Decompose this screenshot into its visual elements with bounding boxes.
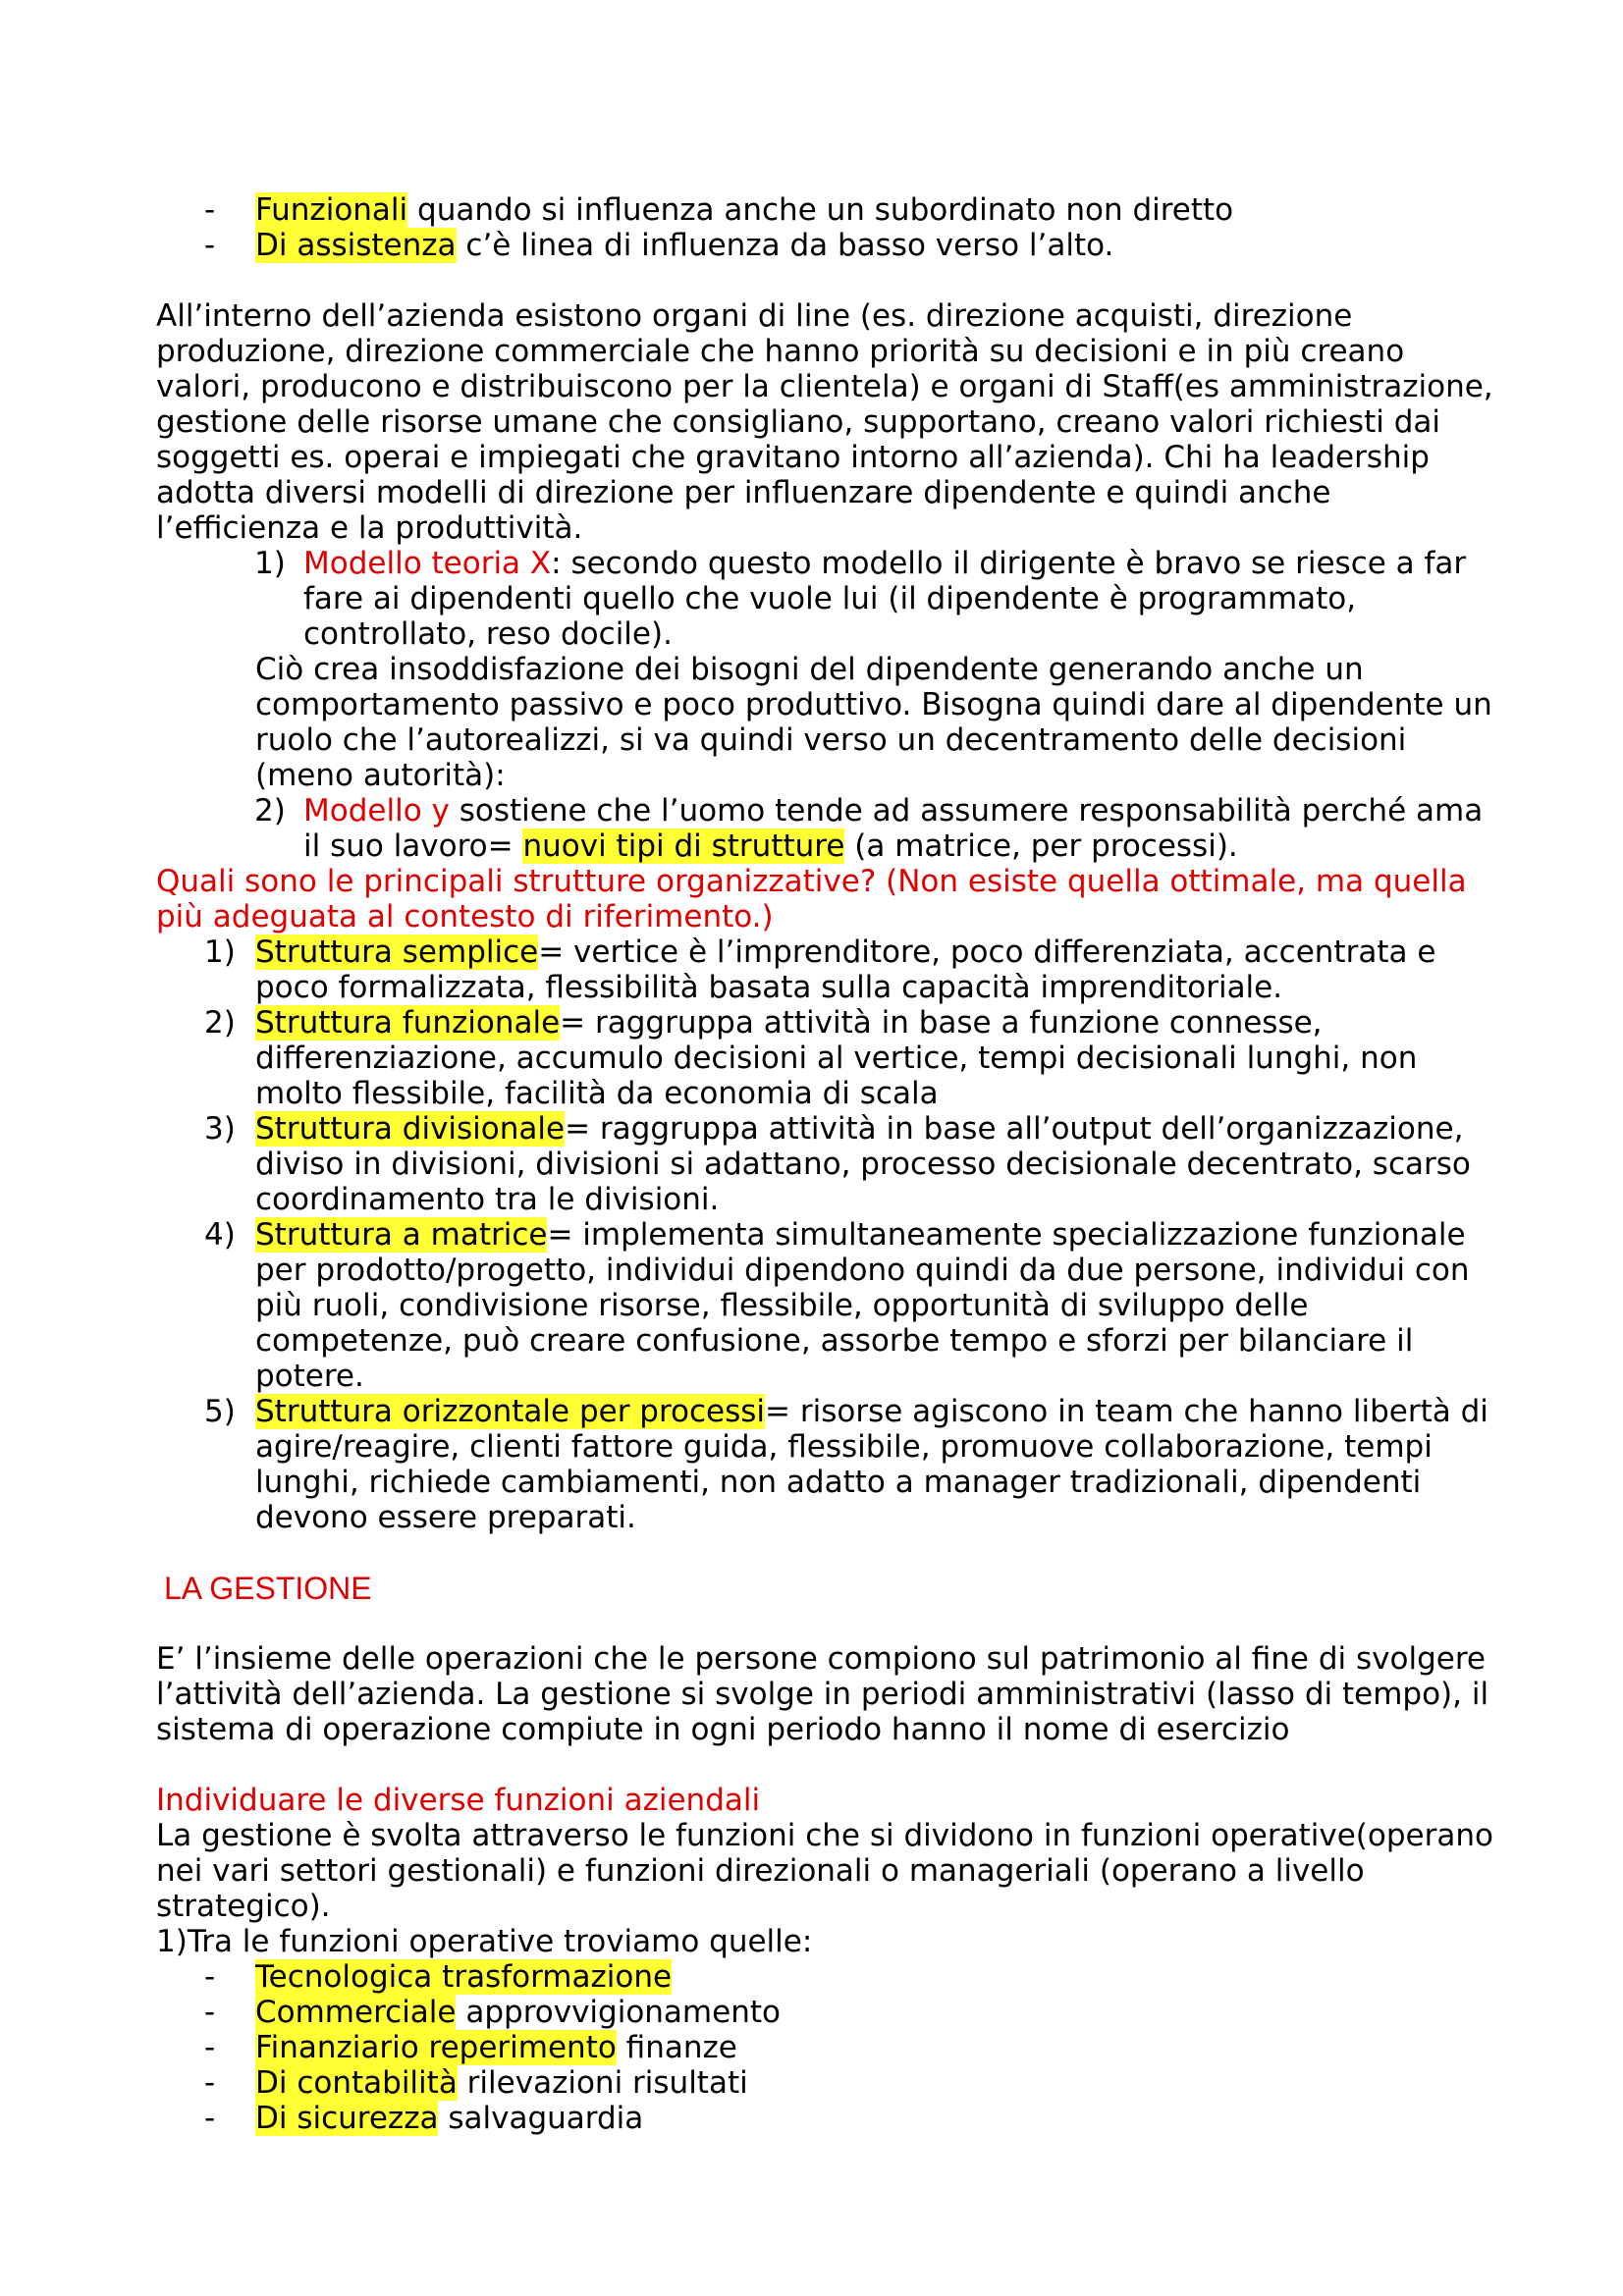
list-text: finanze — [616, 2030, 737, 2065]
model-title: Modello teoria X — [303, 546, 552, 581]
highlighted-term: Struttura orizzontale per processi — [255, 1394, 766, 1429]
funzioni-intro: 1)Tra le funzioni operative troviamo quelle: — [156, 1924, 813, 1959]
list-item — [204, 2065, 1623, 2101]
list-item — [204, 1959, 1623, 1995]
list-marker: 1) — [254, 546, 286, 581]
model-text: : secondo questo modello il dirigente è bravo se riesce a far fare ai dipendenti quello che vuole lui (il dipendente è programmato, controllato, reso docile). — [303, 546, 1467, 652]
list-marker: - — [204, 1959, 216, 1995]
structures-list — [0, 934, 1623, 1535]
highlighted-term: Di sicurezza — [255, 2101, 439, 2136]
list-text: approvvigionamento — [456, 1995, 781, 2030]
highlighted-term: Struttura a matrice — [255, 1217, 548, 1253]
list-item — [204, 1217, 1495, 1394]
funzioni-list — [0, 1959, 1623, 2136]
list-marker: - — [204, 2065, 216, 2101]
model-text: (a matrice, per processi). — [844, 828, 1238, 864]
highlighted-term: nuovi tipi di strutture — [522, 828, 845, 864]
list-marker: - — [204, 228, 216, 263]
list-item — [204, 1005, 1495, 1111]
list-text: = risorse agiscono in team che hanno libertà di agire/reagire, clienti fattore guida, flessibile, promuove collaborazione, tempi lunghi, richiede cambiamenti, non adatto a manager tradizionali, dipendenti devono essere preparati. — [255, 1394, 1488, 1535]
list-marker: 3) — [204, 1111, 236, 1147]
model-item — [254, 793, 1495, 864]
top-list — [0, 192, 1623, 263]
list-item — [204, 1111, 1495, 1217]
list-item — [204, 228, 1623, 263]
question-heading: Quali sono le principali strutture organizzative? (Non esiste quella ottimale, ma quella più adeguata al contesto di riferimento.) — [156, 864, 1467, 934]
list-marker: - — [204, 192, 216, 228]
highlighted-term: Commerciale — [255, 1995, 457, 2030]
highlighted-term: Di assistenza — [255, 228, 457, 263]
list-item — [204, 192, 1623, 228]
model-text: sostiene che l’uomo tende ad assumere responsabilità perché ama il suo lavoro= — [303, 793, 1484, 864]
highlighted-term: Struttura semplice — [255, 934, 539, 970]
list-marker: - — [204, 2101, 216, 2136]
highlighted-term: Struttura divisionale — [255, 1111, 566, 1147]
subsection-title: Individuare le diverse funzioni aziendali — [156, 1783, 761, 1818]
paragraph-models: Ciò crea insoddisfazione dei bisogni del dipendente generando anche un comportamento passivo e poco produttivo. Bisogna quindi dare al dipendente un ruolo che l’autorealizzi, si va quindi verso un decentramento delle decisioni (meno autorità): — [255, 652, 1492, 793]
paragraph-organi: All’interno dell’azienda esistono organi di line (es. direzione acquisti, direzione produzione, direzione commerciale che hanno priorità su decisioni e in più creano valori, producono e distribuiscono per la clientela) e organi di Staff(es amministrazione, gestione delle risorse umane che consigliano, supportano, creano valori richiesti dai soggetti es. operai e impiegati che gravitano intorno all’azienda). Chi ha leadership adotta diversi modelli di direzione per influenzare dipendente e quindi anche l’efficienza e la produttività. — [156, 298, 1493, 546]
list-marker: - — [204, 1995, 216, 2030]
list-marker: 2) — [204, 1005, 236, 1041]
list-text: = raggruppa attività in base a funzione connesse, differenziazione, accumulo decisioni al vertice, tempi decisionali lunghi, non molto flessibile, facilità da economia di scala — [255, 1005, 1418, 1111]
list-text: c’è linea di influenza da basso verso l’alto. — [456, 228, 1114, 263]
list-text: rilevazioni risultati — [457, 2065, 748, 2101]
paragraph-gestione: E’ l’insieme delle operazioni che le persone compiono sul patrimonio al fine di svolgere l’attività dell’azienda. La gestione si svolge in periodi amministrativi (lasso di tempo), il sistema di operazione compiute in ogni periodo hanno il nome di esercizio — [156, 1641, 1489, 1747]
highlighted-term: Finanziario reperimento — [255, 2030, 617, 2065]
highlighted-term: Struttura funzionale — [255, 1005, 561, 1041]
list-text: = vertice è l’imprenditore, poco differenziata, accentrata e poco formalizzata, flessibilità basata sulla capacità imprenditoriale. — [255, 934, 1436, 1005]
list-item — [204, 2030, 1623, 2065]
section-title: LA GESTIONE — [164, 1571, 372, 1606]
list-item — [204, 934, 1495, 1005]
highlighted-term: Di contabilità — [255, 2065, 458, 2101]
list-marker: 2) — [254, 793, 286, 828]
highlighted-term: Funzionali — [255, 192, 408, 228]
list-marker: 4) — [204, 1217, 236, 1253]
paragraph-funzioni: La gestione è svolta attraverso le funzioni che si dividono in funzioni operative(operano nei vari settori gestionali) e funzioni direzionali o manageriali (operano a livello strategico). — [156, 1818, 1493, 1924]
highlighted-term: Tecnologica trasformazione — [255, 1959, 673, 1995]
list-item — [204, 1394, 1495, 1535]
list-marker: 1) — [204, 934, 236, 970]
list-item — [204, 2101, 1623, 2136]
model-title: Modello y — [303, 793, 450, 828]
list-marker: - — [204, 2030, 216, 2065]
list-text: = raggruppa attività in base all’output dell’organizzazione, diviso in divisioni, divisioni si adattano, processo decisionale decentrato, scarso coordinamento tra le divisioni. — [255, 1111, 1471, 1217]
list-text: salvaguardia — [438, 2101, 644, 2136]
list-item — [204, 1995, 1623, 2030]
list-text: quando si influenza anche un subordinato non diretto — [407, 192, 1234, 228]
list-text: = implementa simultaneamente specializzazione funzionale per prodotto/progetto, individui dipendono quindi da due persone, individui con più ruoli, condivisione risorse, flessibile, opportunità di sviluppo delle competenze, può creare confusione, assorbe tempo e sforzi per bilanciare il potere. — [255, 1217, 1470, 1394]
list-marker: 5) — [204, 1394, 236, 1429]
model-item — [254, 546, 1495, 652]
